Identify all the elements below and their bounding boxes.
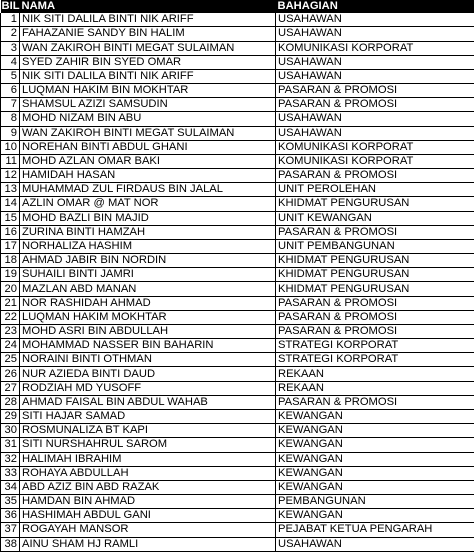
table-row — [1, 381, 474, 395]
table-row — [1, 13, 474, 27]
row-number: 11 — [1, 154, 20, 168]
row-name: ROHAYA ABDULLAH — [20, 466, 276, 480]
row-name: SYED ZAHIR BIN SYED OMAR — [20, 55, 276, 69]
table-row — [1, 480, 474, 494]
row-name: WAN ZAKIROH BINTI MEGAT SULAIMAN — [20, 126, 276, 140]
row-bahagian: PASARAN & PROMOSI — [276, 169, 474, 183]
row-number: 22 — [1, 310, 20, 324]
row-number: 16 — [1, 225, 20, 239]
row-name: HASHIMAH ABDUL GANI — [20, 509, 276, 523]
row-bahagian: KHIDMAT PENGURUSAN — [276, 254, 474, 268]
table-row — [1, 55, 474, 69]
row-number: 13 — [1, 183, 20, 197]
row-bahagian: KHIDMAT PENGURUSAN — [276, 197, 474, 211]
row-number: 31 — [1, 438, 20, 452]
row-number: 2 — [1, 27, 20, 41]
row-number: 1 — [1, 13, 20, 27]
row-number: 9 — [1, 126, 20, 140]
row-bahagian: PASARAN & PROMOSI — [276, 395, 474, 409]
row-bahagian: UNIT PEMBANGUNAN — [276, 239, 474, 253]
row-bahagian: KHIDMAT PENGURUSAN — [276, 282, 474, 296]
header-nama: NAMA — [20, 0, 276, 13]
row-name: HAMDAN BIN AHMAD — [20, 495, 276, 509]
row-name: ABD AZIZ BIN ABD RAZAK — [20, 480, 276, 494]
row-name: RODZIAH MD YUSOFF — [20, 381, 276, 395]
row-bahagian: STRATEGI KORPORAT — [276, 339, 474, 353]
row-name: WAN ZAKIROH BINTI MEGAT SULAIMAN — [20, 41, 276, 55]
row-bahagian: USAHAWAN — [276, 126, 474, 140]
row-number: 6 — [1, 84, 20, 98]
row-bahagian: PASARAN & PROMOSI — [276, 310, 474, 324]
row-bahagian: PASARAN & PROMOSI — [276, 296, 474, 310]
row-name: AZLIN OMAR @ MAT NOR — [20, 197, 276, 211]
row-name: NIK SITI DALILA BINTI NIK ARIFF — [20, 13, 276, 27]
row-name: NORAINI BINTI OTHMAN — [20, 353, 276, 367]
row-name: LUQMAN HAKIM BIN MOKHTAR — [20, 84, 276, 98]
row-bahagian: KEWANGAN — [276, 509, 474, 523]
row-bahagian: USAHAWAN — [276, 537, 474, 551]
header-bil: BIL — [1, 0, 20, 13]
row-bahagian: KEWANGAN — [276, 452, 474, 466]
row-number: 19 — [1, 268, 20, 282]
table-row — [1, 69, 474, 83]
row-number: 15 — [1, 211, 20, 225]
row-bahagian: KOMUNIKASI KORPORAT — [276, 154, 474, 168]
row-name: LUQMAN HAKIM MOKHTAR — [20, 310, 276, 324]
table-row — [1, 353, 474, 367]
row-bahagian: PASARAN & PROMOSI — [276, 324, 474, 338]
row-number: 34 — [1, 480, 20, 494]
row-name: MUHAMMAD ZUL FIRDAUS BIN JALAL — [20, 183, 276, 197]
row-number: 10 — [1, 140, 20, 154]
table-row — [1, 495, 474, 509]
table-row — [1, 254, 474, 268]
table-row — [1, 339, 474, 353]
row-bahagian: KOMUNIKASI KORPORAT — [276, 41, 474, 55]
row-number: 20 — [1, 282, 20, 296]
row-name: NUR AZIEDA BINTI DAUD — [20, 367, 276, 381]
row-number: 14 — [1, 197, 20, 211]
row-number: 12 — [1, 169, 20, 183]
row-bahagian: USAHAWAN — [276, 55, 474, 69]
table-row — [1, 438, 474, 452]
row-bahagian: REKAAN — [276, 381, 474, 395]
row-name: FAHAZANIE SANDY BIN HALIM — [20, 27, 276, 41]
row-number: 32 — [1, 452, 20, 466]
row-number: 23 — [1, 324, 20, 338]
row-number: 18 — [1, 254, 20, 268]
row-name: ROSMUNALIZA BT KAPI — [20, 424, 276, 438]
row-bahagian: KEWANGAN — [276, 424, 474, 438]
table-row — [1, 466, 474, 480]
table-row — [1, 367, 474, 381]
table-row — [1, 169, 474, 183]
row-name: SUHAILI BINTI JAMRI — [20, 268, 276, 282]
header-row — [1, 0, 474, 13]
table-row — [1, 310, 474, 324]
row-name: NIK SITI DALILA BINTI NIK ARIFF — [20, 69, 276, 83]
row-name: MOHD NIZAM BIN ABU — [20, 112, 276, 126]
row-name: SITI NURSHAHRUL SAROM — [20, 438, 276, 452]
header-bahagian: BAHAGIAN — [276, 0, 474, 13]
row-number: 38 — [1, 537, 20, 551]
row-name: NOR RASHIDAH AHMAD — [20, 296, 276, 310]
table-row — [1, 154, 474, 168]
row-bahagian: KEWANGAN — [276, 466, 474, 480]
row-number: 33 — [1, 466, 20, 480]
table-row — [1, 452, 474, 466]
table-row — [1, 537, 474, 551]
row-bahagian: PEMBANGUNAN — [276, 495, 474, 509]
table-row — [1, 27, 474, 41]
table-row — [1, 282, 474, 296]
row-bahagian: PASARAN & PROMOSI — [276, 84, 474, 98]
row-number: 36 — [1, 509, 20, 523]
table-header — [1, 0, 474, 13]
table-row — [1, 424, 474, 438]
row-bahagian: UNIT KEWANGAN — [276, 211, 474, 225]
row-bahagian: KEWANGAN — [276, 480, 474, 494]
row-number: 25 — [1, 353, 20, 367]
row-name: NORHALIZA HASHIM — [20, 239, 276, 253]
row-number: 26 — [1, 367, 20, 381]
row-bahagian: KHIDMAT PENGURUSAN — [276, 268, 474, 282]
row-name: HALIMAH IBRAHIM — [20, 452, 276, 466]
row-number: 17 — [1, 239, 20, 253]
row-name: MAZLAN ABD MANAN — [20, 282, 276, 296]
table-row — [1, 126, 474, 140]
table-row — [1, 296, 474, 310]
row-bahagian: USAHAWAN — [276, 112, 474, 126]
row-bahagian: USAHAWAN — [276, 27, 474, 41]
row-bahagian: REKAAN — [276, 367, 474, 381]
row-bahagian: KEWANGAN — [276, 438, 474, 452]
row-name: AHMAD FAISAL BIN ABDUL WAHAB — [20, 395, 276, 409]
row-bahagian: USAHAWAN — [276, 13, 474, 27]
table-row — [1, 523, 474, 537]
row-bahagian: STRATEGI KORPORAT — [276, 353, 474, 367]
row-number: 3 — [1, 41, 20, 55]
row-number: 4 — [1, 55, 20, 69]
table-row — [1, 98, 474, 112]
row-number: 8 — [1, 112, 20, 126]
table-row — [1, 112, 474, 126]
table-row — [1, 268, 474, 282]
row-number: 35 — [1, 495, 20, 509]
row-number: 27 — [1, 381, 20, 395]
row-name: AHMAD JABIR BIN NORDIN — [20, 254, 276, 268]
table-row — [1, 84, 474, 98]
table-row — [1, 225, 474, 239]
row-number: 30 — [1, 424, 20, 438]
row-name: ZURINA BINTI HAMZAH — [20, 225, 276, 239]
table-row — [1, 211, 474, 225]
row-number: 21 — [1, 296, 20, 310]
table-row — [1, 509, 474, 523]
row-bahagian: PASARAN & PROMOSI — [276, 98, 474, 112]
table-row — [1, 140, 474, 154]
row-number: 7 — [1, 98, 20, 112]
row-name: HAMIDAH HASAN — [20, 169, 276, 183]
row-bahagian: PASARAN & PROMOSI — [276, 225, 474, 239]
row-name: SITI HAJAR SAMAD — [20, 409, 276, 423]
row-bahagian: UNIT PEROLEHAN — [276, 183, 474, 197]
row-bahagian: KEWANGAN — [276, 409, 474, 423]
table-row — [1, 324, 474, 338]
row-name: MOHD AZLAN OMAR BAKI — [20, 154, 276, 168]
row-number: 24 — [1, 339, 20, 353]
table-row — [1, 239, 474, 253]
table-body — [1, 13, 474, 551]
row-number: 5 — [1, 69, 20, 83]
row-number: 37 — [1, 523, 20, 537]
table-row — [1, 395, 474, 409]
row-name: MOHD BAZLI BIN MAJID — [20, 211, 276, 225]
row-name: SHAMSUL AZIZI SAMSUDIN — [20, 98, 276, 112]
table-row — [1, 409, 474, 423]
row-name: MOHD ASRI BIN ABDULLAH — [20, 324, 276, 338]
row-name: ROGAYAH MANSOR — [20, 523, 276, 537]
row-number: 29 — [1, 409, 20, 423]
row-name: NOREHAN BINTI ABDUL GHANI — [20, 140, 276, 154]
table-row — [1, 197, 474, 211]
table-row — [1, 183, 474, 197]
row-bahagian: PEJABAT KETUA PENGARAH — [276, 523, 474, 537]
row-name: MOHAMMAD NASSER BIN BAHARIN — [20, 339, 276, 353]
row-bahagian: USAHAWAN — [276, 69, 474, 83]
row-name: AINU SHAM HJ RAMLI — [20, 537, 276, 551]
table-row — [1, 41, 474, 55]
row-bahagian: KOMUNIKASI KORPORAT — [276, 140, 474, 154]
row-number: 28 — [1, 395, 20, 409]
